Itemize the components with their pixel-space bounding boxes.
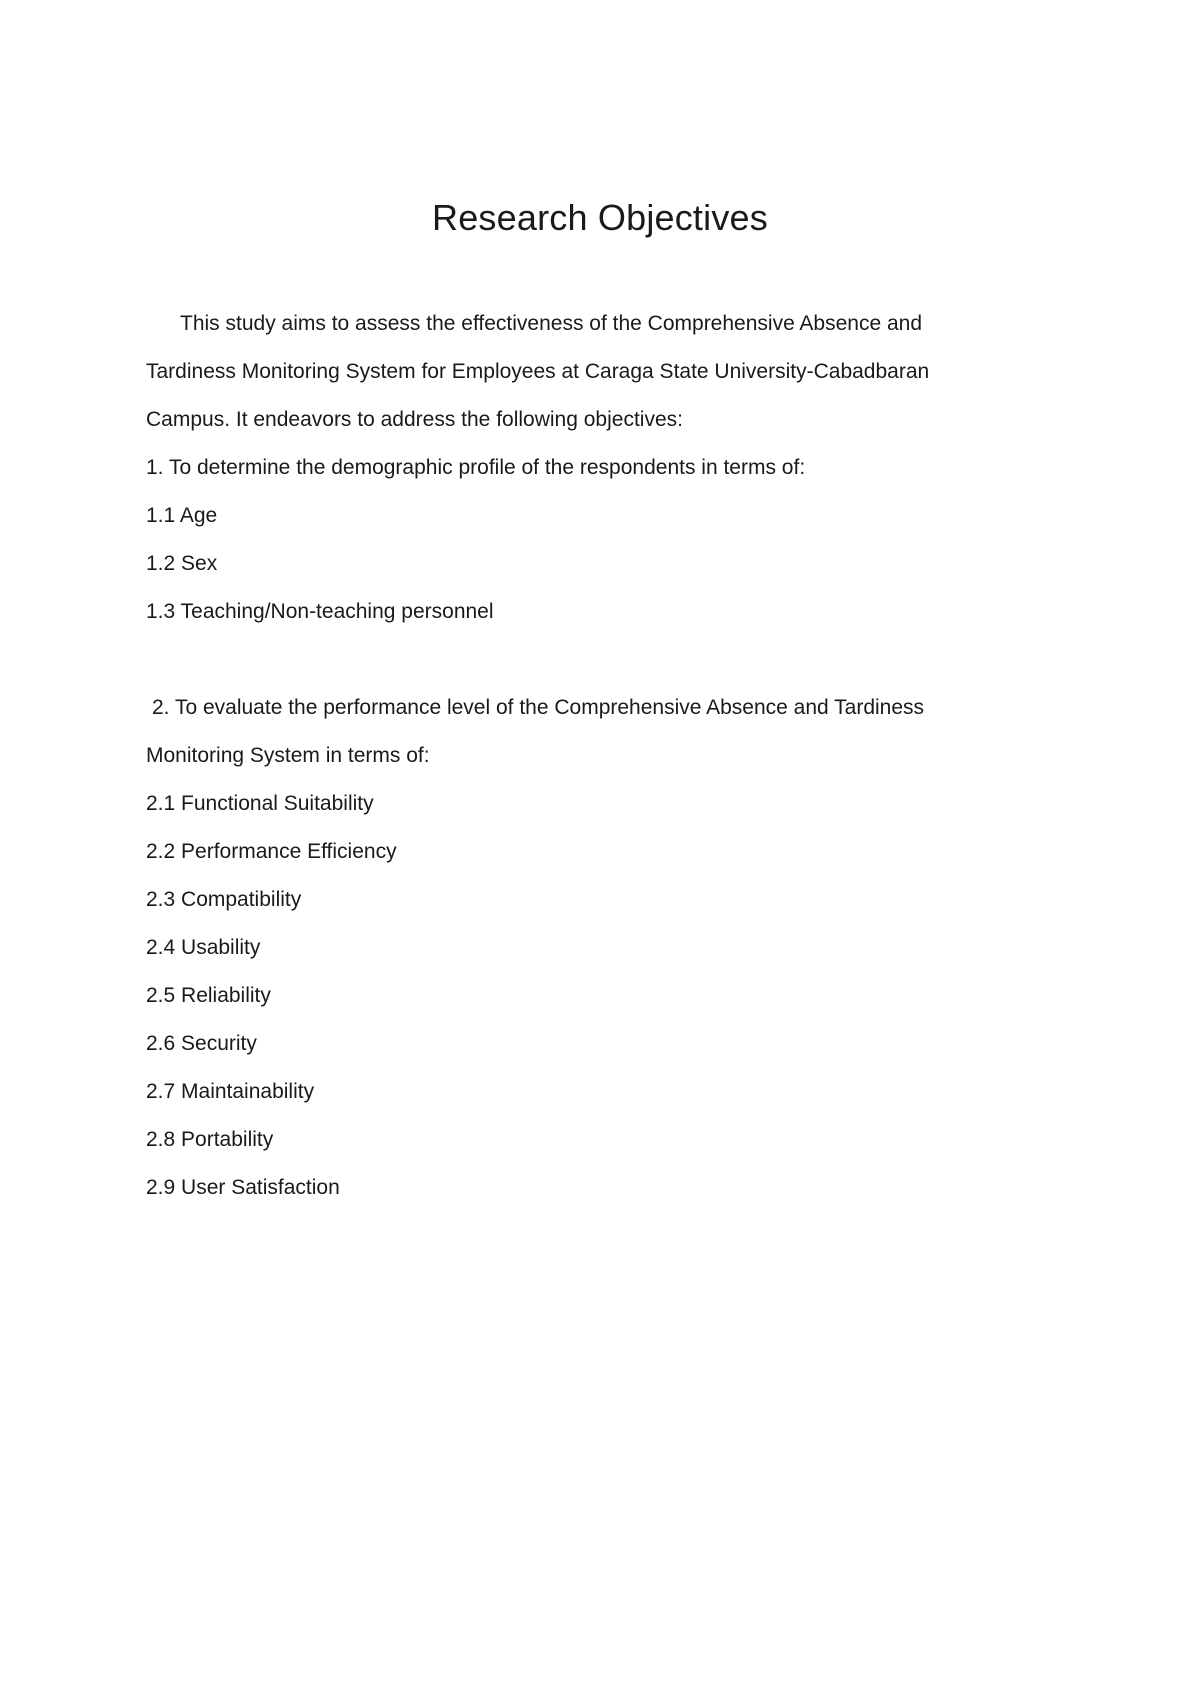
objective-2-item: 2.6 Security: [146, 1032, 257, 1055]
objective-2-heading-line-2: Monitoring System in terms of:: [146, 744, 430, 767]
objective-1-item: 1.3 Teaching/Non-teaching personnel: [146, 600, 494, 623]
objective-2-item: 2.2 Performance Efficiency: [146, 840, 397, 863]
objective-2-item: 2.1 Functional Suitability: [146, 792, 374, 815]
intro-line-2: Tardiness Monitoring System for Employees at Caraga State University-Cabadbaran: [146, 360, 930, 383]
objective-2-heading-line-1: 2. To evaluate the performance level of the Comprehensive Absence and Tardiness: [152, 696, 925, 719]
intro-line-1: This study aims to assess the effectiveness of the Comprehensive Absence and: [180, 312, 923, 335]
objective-1-item: 1.2 Sex: [146, 552, 218, 575]
objective-2-item: 2.5 Reliability: [146, 984, 271, 1007]
objective-2-item: 2.3 Compatibility: [146, 888, 302, 911]
objective-2-item: 2.7 Maintainability: [146, 1080, 315, 1103]
objective-1-item: 1.1 Age: [146, 504, 218, 527]
intro-line-3: Campus. It endeavors to address the following objectives:: [146, 408, 683, 431]
objective-2-item: 2.4 Usability: [146, 936, 261, 959]
page-title: Research Objectives: [432, 197, 768, 238]
objective-2-item: 2.8 Portability: [146, 1128, 274, 1151]
objective-2-item: 2.9 User Satisfaction: [146, 1176, 340, 1199]
paragraph-gap: [146, 636, 1046, 684]
objective-1-heading: 1. To determine the demographic profile of the respondents in terms of:: [146, 456, 806, 479]
document-body: [146, 300, 1046, 1212]
